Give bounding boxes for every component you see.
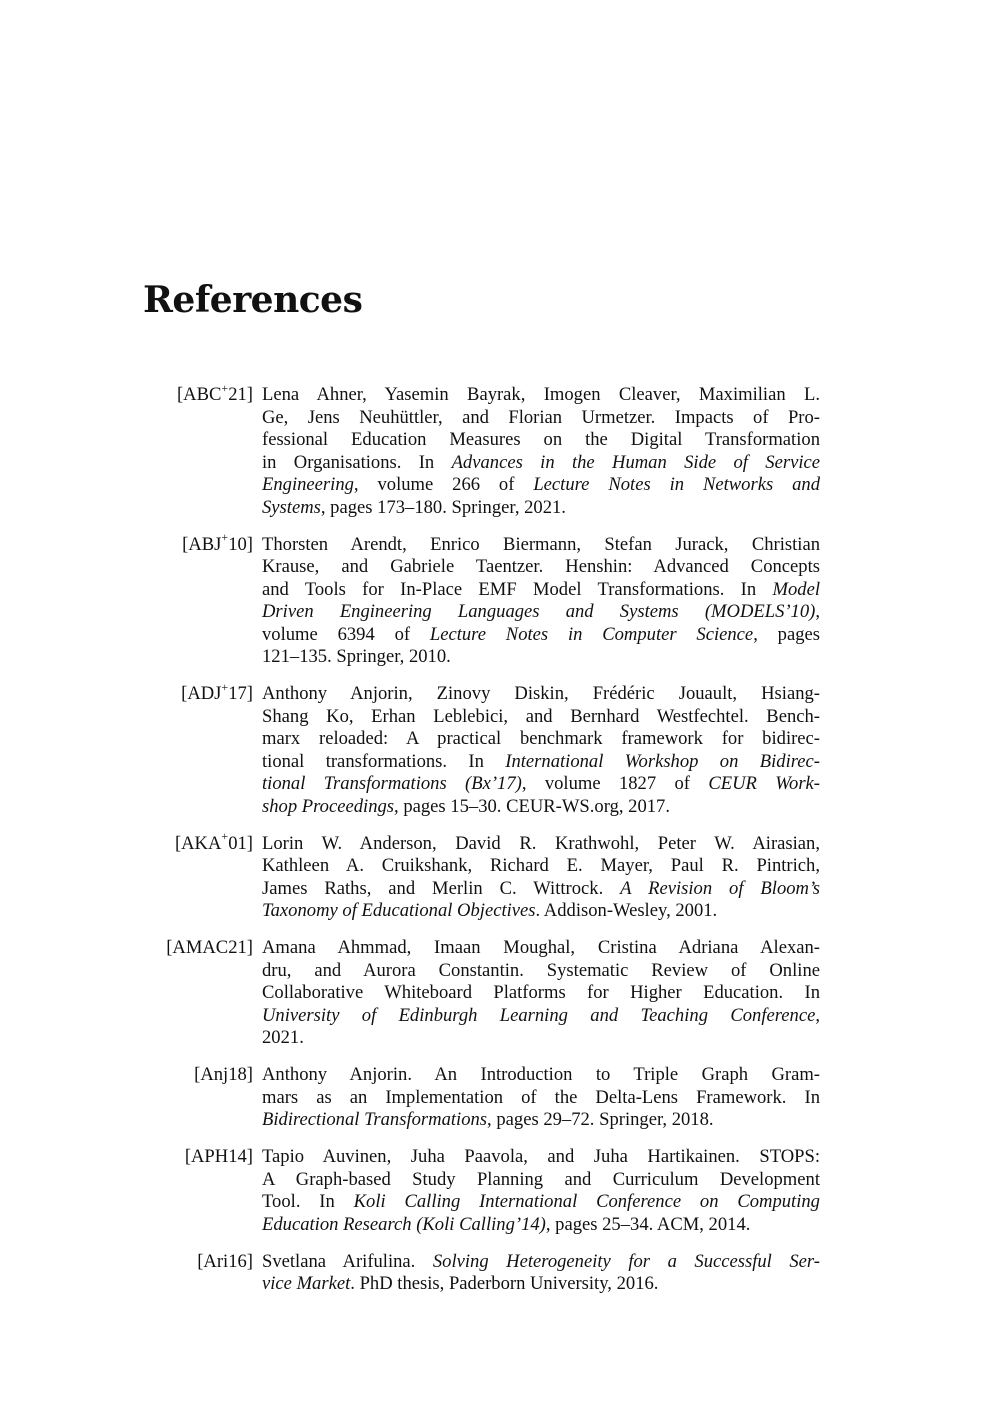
reference-line [262, 773, 820, 796]
reference-plain-text: A Graph-based Study Planning and Curriculum Development [262, 1168, 820, 1190]
reference-entry [140, 530, 820, 669]
reference-italic-text: Engineering [262, 474, 354, 495]
reference-italic-text: Driven Engineering Languages and Systems (MODELS’10) [262, 601, 816, 622]
reference-plain-text: Amana Ahmmad, Imaan Moughal, Cristina Adriana Alexan- [262, 937, 820, 958]
reference-text [262, 534, 820, 669]
reference-line [262, 384, 820, 407]
reference-key-sup: + [221, 380, 229, 395]
page-title: References [143, 279, 363, 321]
reference-key-base: [Anj18] [194, 1064, 253, 1085]
reference-line [262, 601, 820, 624]
reference-key [140, 530, 262, 557]
reference-key-base: [AKA [174, 832, 222, 854]
reference-plain-text: Kathleen A. Cruikshank, Richard E. Mayer, Paul R. Pintrich, [262, 855, 820, 876]
reference-text [262, 384, 820, 519]
reference-key-base: [Ari16] [197, 1250, 253, 1272]
reference-text [262, 683, 820, 818]
reference-italic-text: CEUR Work- [708, 773, 820, 794]
reference-plain-text: Collaborative Whiteboard Platforms for Higher Education. In [262, 982, 820, 1003]
reference-plain-text: in Organisations. In [262, 451, 452, 473]
reference-italic-text: Taxonomy of Educational Objectives [262, 900, 536, 921]
reference-plain-text: , [815, 601, 820, 622]
reference-key-base: [APH14] [184, 1146, 253, 1167]
reference-key-tail: 10] [228, 533, 253, 555]
reference-plain-text: , pages 173–180. Springer, 2021. [320, 496, 566, 518]
reference-italic-text: Bidirectional Transformations [262, 1109, 488, 1130]
reference-plain-text: Krause, and Gabriele Taentzer. Henshin: Advanced Concepts [262, 556, 820, 577]
reference-line [262, 728, 820, 751]
reference-plain-text: tional transformations. In [262, 750, 506, 772]
reference-italic-text: International Workshop on Bidirec- [505, 750, 820, 772]
reference-key-sup: + [221, 530, 229, 545]
reference-line [262, 579, 820, 602]
reference-plain-text: Svetlana Arifulina. [262, 1250, 433, 1272]
reference-italic-text: Solving Heterogeneity for a Successful Ser- [432, 1250, 820, 1272]
reference-entry [140, 679, 820, 818]
reference-line [262, 474, 820, 497]
reference-line [262, 1273, 820, 1296]
reference-line [262, 1214, 820, 1237]
reference-line [262, 796, 820, 819]
reference-plain-text: Lena Ahner, Yasemin Bayrak, Imogen Cleaver, Maximilian L. [262, 384, 820, 405]
reference-key-base: [ABC [176, 384, 222, 405]
reference-line [262, 1087, 820, 1110]
reference-line [262, 855, 820, 878]
reference-italic-text: University of Edinburgh Learning and Teaching Conference [262, 1004, 816, 1026]
reference-key [140, 1064, 262, 1087]
reference-plain-text: Tapio Auvinen, Juha Paavola, and Juha Hartikainen. STOPS: [262, 1146, 820, 1167]
reference-italic-text: shop Proceedings [262, 795, 395, 817]
reference-entry [140, 829, 820, 923]
reference-line [262, 900, 820, 923]
reference-plain-text: , volume 1827 of [521, 773, 709, 794]
reference-line [262, 624, 820, 647]
reference-line [262, 407, 820, 430]
reference-line [262, 1169, 820, 1192]
reference-text [262, 1064, 820, 1132]
reference-text [262, 1251, 820, 1296]
reference-plain-text: , pages 15–30. CEUR-WS.org, 2017. [394, 795, 670, 817]
reference-list [140, 380, 820, 1310]
reference-line [262, 878, 820, 901]
reference-key-base: [AMAC21] [166, 937, 253, 958]
reference-line [262, 556, 820, 579]
reference-plain-text: , volume 266 of [353, 474, 534, 495]
reference-line [262, 534, 820, 557]
reference-italic-text: vice Market [262, 1273, 351, 1294]
reference-line [262, 1005, 820, 1028]
reference-line [262, 1146, 820, 1169]
reference-italic-text: Koli Calling International Conference on Computing [353, 1191, 820, 1212]
reference-line [262, 937, 820, 960]
reference-key-base: [ADJ [181, 683, 222, 704]
reference-plain-text: Tool. In [262, 1191, 354, 1212]
reference-line [262, 683, 820, 706]
reference-key-sup: + [221, 679, 229, 694]
reference-plain-text: , [815, 1004, 820, 1026]
reference-italic-text: Lecture Notes in Computer Science [429, 623, 754, 645]
reference-plain-text: . PhD thesis, Paderborn University, 2016. [350, 1273, 659, 1294]
reference-plain-text: , pages 29–72. Springer, 2018. [487, 1109, 714, 1130]
reference-entry [140, 380, 820, 519]
reference-plain-text: Thorsten Arendt, Enrico Biermann, Stefan Jurack, Christian [262, 533, 820, 555]
reference-plain-text: Anthony Anjorin, Zinovy Diskin, Frédéric Jouault, Hsiang- [262, 683, 820, 704]
reference-plain-text: , pages 25–34. ACM, 2014. [545, 1213, 751, 1235]
reference-line [262, 751, 820, 774]
reference-plain-text: 2021. [262, 1027, 304, 1048]
reference-italic-text: tional Transformations (Bx’17) [262, 773, 522, 794]
reference-entry [140, 1251, 820, 1296]
reference-italic-text: A Revision of Bloom’s [620, 877, 820, 899]
reference-line [262, 960, 820, 983]
reference-line [262, 1191, 820, 1214]
reference-italic-text: Advances in the Human Side of Service [451, 451, 820, 473]
reference-line [262, 1109, 820, 1132]
reference-key-tail: 17] [228, 683, 253, 704]
reference-plain-text: fessional Education Measures on the Digital Transformation [262, 429, 820, 450]
reference-key [140, 937, 262, 960]
reference-line [262, 706, 820, 729]
reference-key [140, 679, 262, 706]
reference-text [262, 833, 820, 923]
reference-key-base: [ABJ [182, 533, 222, 555]
reference-italic-text: Lecture Notes in Networks and [533, 474, 820, 495]
reference-plain-text: James Raths, and Merlin C. Wittrock. [262, 877, 621, 899]
reference-plain-text: Anthony Anjorin. An Introduction to Triple Graph Gram- [262, 1064, 820, 1085]
reference-key-tail: 01] [228, 832, 253, 854]
reference-text [262, 1146, 820, 1236]
reference-plain-text: and Tools for In-Place EMF Model Transformations. In [262, 578, 773, 600]
reference-key-tail: 21] [228, 384, 253, 405]
reference-line [262, 429, 820, 452]
reference-plain-text: mars as an Implementation of the Delta-Lens Framework. In [262, 1086, 820, 1108]
reference-line [262, 497, 820, 520]
reference-key [140, 1251, 262, 1274]
reference-key-sup: + [221, 829, 229, 844]
reference-entry [140, 937, 820, 1050]
reference-plain-text: 121–135. Springer, 2010. [262, 646, 451, 667]
reference-entry [140, 1064, 820, 1132]
reference-plain-text: , pages [753, 623, 820, 645]
reference-plain-text: Lorin W. Anderson, David R. Krathwohl, Peter W. Airasian, [262, 832, 820, 854]
reference-plain-text: Shang Ko, Erhan Leblebici, and Bernhard Westfechtel. Bench- [262, 705, 820, 727]
reference-line [262, 646, 820, 669]
reference-line [262, 982, 820, 1005]
reference-plain-text: volume 6394 of [262, 623, 430, 645]
reference-line [262, 1027, 820, 1050]
reference-italic-text: Systems [262, 496, 321, 518]
reference-italic-text: Model [772, 578, 820, 600]
reference-text [262, 937, 820, 1050]
reference-line [262, 833, 820, 856]
reference-key [140, 380, 262, 407]
reference-line [262, 1064, 820, 1087]
reference-plain-text: marx reloaded: A practical benchmark framework for bidirec- [262, 728, 820, 749]
reference-key [140, 1146, 262, 1169]
reference-line [262, 1251, 820, 1274]
reference-entry [140, 1146, 820, 1236]
reference-plain-text: dru, and Aurora Constantin. Systematic Review of Online [262, 959, 820, 981]
reference-line [262, 452, 820, 475]
reference-key [140, 829, 262, 856]
reference-plain-text: . Addison-Wesley, 2001. [535, 900, 718, 921]
reference-plain-text: Ge, Jens Neuhüttler, and Florian Urmetzer. Impacts of Pro- [262, 406, 820, 428]
reference-italic-text: Education Research (Koli Calling’14) [262, 1213, 546, 1235]
